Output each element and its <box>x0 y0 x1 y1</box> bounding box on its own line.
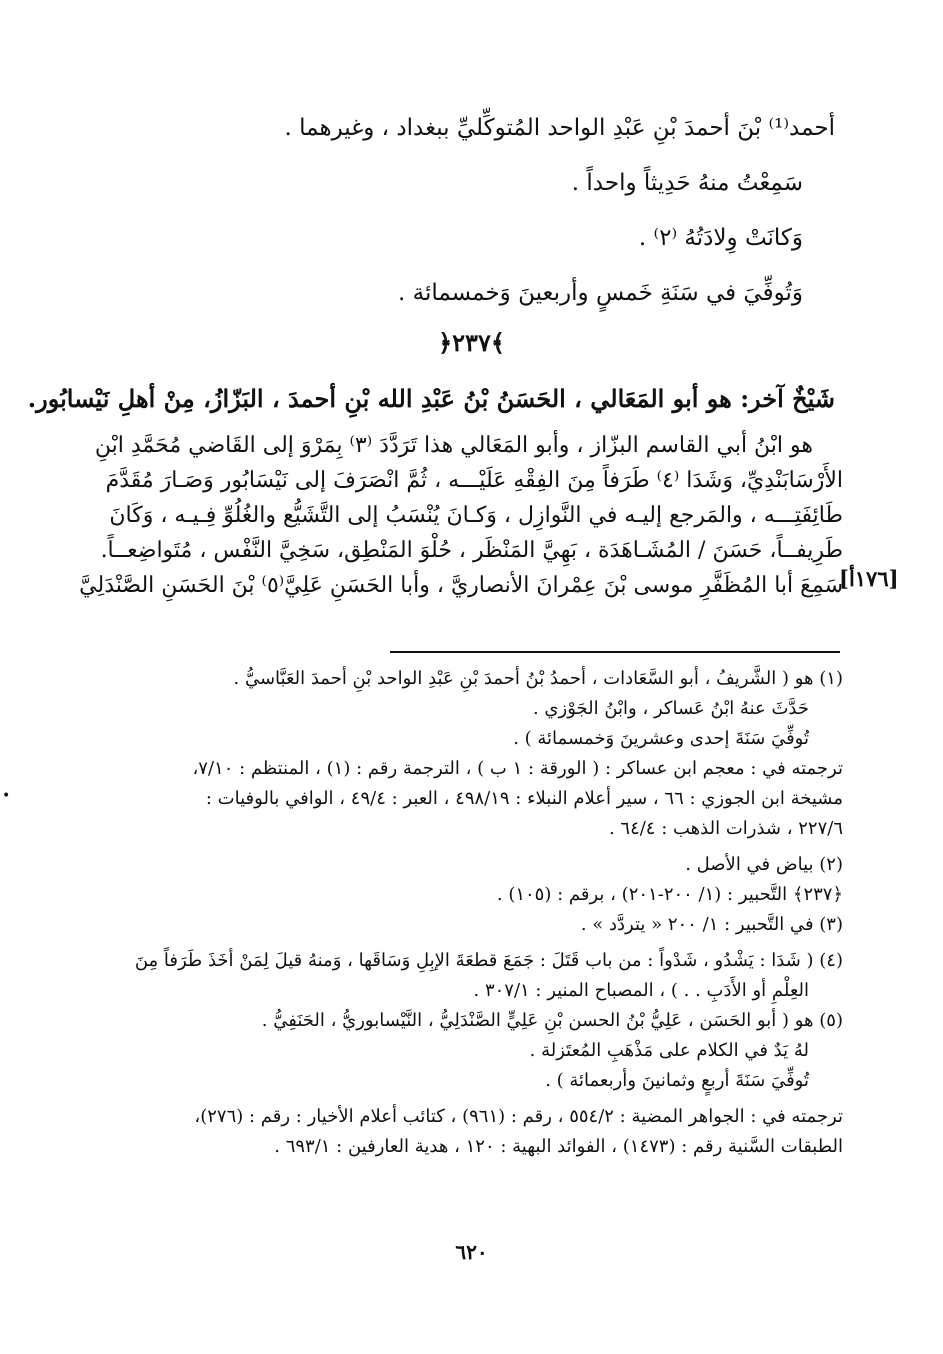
footnote-line: مشيخة ابن الجوزي : ٦٦ ، سير أعلام النبلاء : ٤٩٨/١٩ ، العبر : ٤٩/٤ ، الوافي بالوفيات : <box>205 788 843 809</box>
paragraph-line: سَمِعَ أبا المُظَفَّرِ موسى بْنَ عِمْرانَ الأنصاريَّ ، وأبا الحَسَنِ عَلِيَّ⁽٥⁾ بْنَ الحَسَنِ الصَّنْدَلِيَّ <box>79 573 843 598</box>
footnotes <box>73 664 843 1162</box>
folio-mark: [١٧٦أ] <box>839 566 899 591</box>
footnote-divider <box>390 651 840 653</box>
margin-dot: • <box>2 788 11 804</box>
entry-number: ﴿٢٣٧﴾ <box>438 328 505 357</box>
footnote-line: تُوفِّيَ سَنَةَ أربعٍ وثمانينَ وأربعمائة ) . <box>545 1070 809 1091</box>
body-line-3: وَكانَتْ وِلادَتُهُ ⁽٢⁾ . <box>638 225 803 251</box>
footnote-line: ﴿٢٣٧﴾ التَّحبير : (١/ ٢٠٠-٢٠١) ، برقم : (١٠٥) . <box>496 884 843 905</box>
footnote-line: (٥) هو ( أبو الحَسَن ، عَلِيُّ بْنُ الحسن بْنِ عَلِيٍّ الصَّنْدَلِيُّ ، النَّيْسابوريُّ ، الحَنَفِيُّ . <box>261 1010 843 1031</box>
paragraph-line: هو ابْنُ أبي القاسم البزّاز ، وأبو المَعَالي هذا تَرَدَّدَ ⁽٣⁾ بِمَرْوَ إلى القَاضي مُحَمَّدِ ابْنِ <box>94 433 813 458</box>
footnote-line: العِلْمِ أو الأَدَبِ . . ) ، المصباح المنير : ٣٠٧/١ . <box>473 980 809 1001</box>
footnote-line: ترجمته في : معجم ابن عساكر : ( الورقة : ١ ب ) ، الترجمة رقم : (١) ، المنتظم : ٧/١٠، <box>192 758 843 779</box>
footnote-line: الطبقات السَّنية رقم : (١٤٧٣) ، الفوائد البهية : ١٢٠ ، هدية العارفين : ٦٩٣/١ . <box>274 1136 843 1157</box>
footnote-line: ٢٢٧/٦ ، شذرات الذهب : ٦٤/٤ . <box>608 818 843 839</box>
body-line-4: وَتُوفِّيَ في سَنَةِ خَمسٍ وأربعينَ وَخمسمائة . <box>397 280 803 306</box>
footnote-line: ترجمته في : الجواهر المضية : ٥٥٤/٢ ، رقم : (٩٦١) ، كتائب أعلام الأخيار : رقم : (٢٧٦)، <box>194 1106 843 1127</box>
entry-title: شَيْخٌ آخر: هو أبو المَعَالي ، الحَسَنُ بْنُ عَبْدِ الله بْنِ أحمدَ ، البَزّازُ، مِنْ أهلِ نَيْسابُور. <box>27 384 835 413</box>
paragraph-line: طَرِيفــاً، حَسَنَ / المُشَـاهَدَة ، بَهِيَّ المَنْظَر ، حُلْوَ المَنْطِق، سَخِيَّ النَّفْس ، مُتَواضِعــاً. <box>100 538 843 563</box>
paragraph-line: الأَرْسَابَنْدِيِّ، وَشَدَا ⁽٤⁾ طَرَفاً مِنَ الفِقْهِ عَلَيْـــه ، ثُمَّ انْصَرَفَ إلى نَيْسَابُور وَصَـارَ مُقَدَّمَ <box>105 468 843 493</box>
footnote-line: تُوفِّيَ سَنَةَ إحدى وعشرينَ وَخمسمائة ) . <box>513 728 809 749</box>
footnote-line: (٤) ( شَدَا : يَشْدُو ، شَدْواً : من باب قَتَلَ : جَمَعَ قطعَةَ الإبِلِ وَسَاقَها ، وَمنهُ قيلَ لِمَنْ أخَذَ طَرَفاً مِنَ <box>134 950 843 971</box>
footnote-line: حَدَّثَ عنهُ ابْنُ عَساكر ، وابْنُ الجَوْزي . <box>532 698 809 719</box>
footnote-line: (١) هو ( الشَّريفُ ، أبو السَّعَادات ، أحمدُ بْنُ أحمدَ بْنِ عَبْدِ الواحد بْنِ أحمدَ العَبَّاسيُّ . <box>233 668 843 689</box>
body-line-2: سَمِعْتُ منهُ حَدِيثاً واحداً . <box>571 170 803 196</box>
body-line-1: أحمد⁽¹⁾ بْنَ أحمدَ بْنِ عَبْدِ الواحد المُتوكِّليِّ ببغداد ، وغيرهما . <box>284 115 835 141</box>
footnote-line: (٣) في التَّحبير : ١/ ٢٠٠ « يتردَّد » . <box>580 914 843 935</box>
body-paragraph <box>79 428 843 603</box>
footnote-line: (٢) بياض في الأصل . <box>685 854 843 875</box>
footnote-line: لهُ يَدٌ في الكلام على مَذْهَبِ المُعتَزلة . <box>529 1040 809 1061</box>
page-number: ٦٢٠ <box>455 1240 488 1264</box>
paragraph-line: طَائِفَتِـــه ، والمَرجع إليـه في النَّوازِل ، وَكـانَ يُنْسَبُ إلى التَّشَيُّع والغُلُوِّ فِـيـه ، وَكَانَ <box>109 503 843 528</box>
